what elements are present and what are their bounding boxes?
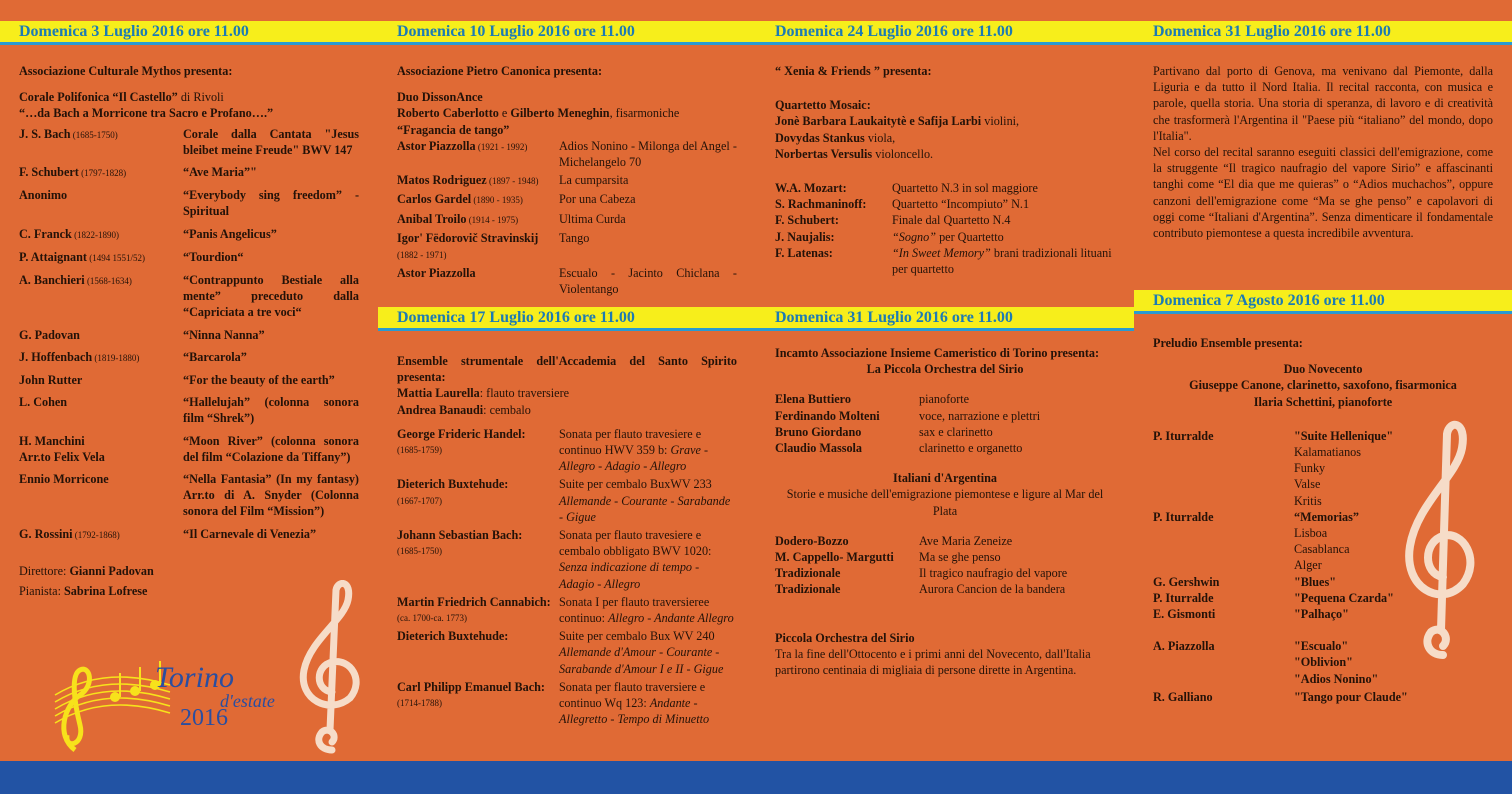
concert-10-luglio [397, 63, 737, 300]
program-row [775, 581, 1115, 597]
violist-role: viola, [864, 130, 896, 145]
movement: Funky [1294, 461, 1326, 476]
program-row [19, 394, 359, 426]
performer-2-name: Andrea Banaudi [397, 402, 484, 417]
piece: "Palhaço" [1294, 607, 1349, 622]
composer-years: (1882 - 1971) [397, 250, 447, 261]
performer-row [775, 391, 1115, 407]
composer-cell [397, 265, 559, 297]
date-header-31-luglio-a: Domenica 31 Luglio 2016 ore 11.00 [1134, 21, 1512, 45]
piece-title: “Sogno” [892, 229, 937, 244]
composer: E. Gismonti [1153, 607, 1216, 622]
composer: J. Naujalis: [775, 229, 835, 244]
program-row [397, 191, 737, 208]
arranger: Arr.to Felix Vela [19, 449, 105, 464]
program-row [19, 126, 359, 158]
performer-name: Elena Buttiero [775, 392, 851, 407]
program-row [19, 272, 359, 321]
performer-2-role: : cembalo [483, 402, 531, 417]
program-row [775, 196, 1115, 212]
choir-location: di Rivoli [177, 90, 224, 105]
composer-years: (1822-1890) [71, 229, 120, 240]
composer-years: (1797-1828) [78, 168, 127, 179]
composer-cell [397, 172, 559, 189]
piece-cell [559, 628, 737, 677]
composer-cell [397, 628, 559, 677]
director [19, 563, 359, 579]
orchestra-name: La Piccola Orchestra del Sirio [866, 362, 1024, 377]
performers-line-2 [775, 130, 1115, 146]
logo-subtitle: d'estate [220, 691, 275, 711]
piece: Quartetto “Incompiuto” N.1 [892, 197, 1030, 212]
piece-cell [559, 594, 737, 626]
piece: "Escualo" [1294, 639, 1349, 654]
performer-role: clarinetto e organetto [919, 441, 1023, 456]
composer: Anibal Troilo [397, 211, 467, 226]
piece: “Ninna Nanna” [183, 327, 265, 342]
movement: Kalamatianos [1294, 445, 1362, 460]
violist: Dovydas Stankus [775, 130, 865, 145]
presenter: “ Xenia & Friends ” presenta: [775, 64, 932, 78]
date-header-3-luglio: Domenica 3 Luglio 2016 ore 11.00 [0, 21, 378, 45]
piece: Por una Cabeza [559, 192, 636, 207]
program-row [19, 327, 359, 343]
performers-line-3 [775, 146, 1115, 162]
composer-cell [397, 191, 559, 208]
date-header-17-luglio: Domenica 17 Luglio 2016 ore 11.00 [378, 307, 756, 331]
piece: “Contrappunto Bestiale alla mente” preceduto dalla “Capriciata a tre voci“ [183, 273, 359, 320]
performer-1-role: : flauto traversiere [479, 386, 570, 401]
performer-row [775, 440, 1115, 456]
program-row [19, 187, 359, 219]
piece: “Nella Fantasia” (In my fantasy) Arr.to di A. Snyder (Colonna sonora del Film “Mission”) [183, 472, 359, 519]
program-row [397, 426, 737, 475]
composer-cell [19, 226, 183, 243]
performer-name: Ferdinando Molteni [775, 408, 880, 423]
composer: Martin Friedrich Cannabich: [397, 594, 551, 609]
piece: "Pequena Czarda" [1294, 590, 1394, 605]
piece: “Tourdion“ [183, 249, 244, 264]
composer-cell [397, 426, 559, 475]
piece: "Tango pour Claude" [1294, 689, 1408, 704]
performer-role: sax e clarinetto [919, 424, 993, 439]
piece: La cumparsita [559, 173, 629, 188]
composer-years: (1819-1880) [92, 352, 140, 363]
composer-years: (1667-1707) [397, 495, 442, 506]
show-title: Italiani d'Argentina [893, 471, 997, 486]
movement: Kritis [1294, 493, 1322, 508]
composer-years: (1897 - 1948) [486, 176, 539, 187]
composer-years: (1685-1750) [397, 546, 442, 557]
piece: “Panis Angelicus” [183, 226, 277, 241]
composer-cell [397, 679, 559, 728]
composer: Johann Sebastian Bach: [397, 528, 523, 543]
composer-cell [397, 230, 559, 263]
performer-a: Roberto Caberlotto [397, 106, 499, 121]
piece: Aurora Cancion de la bandera [919, 582, 1066, 597]
composer-years: (ca. 1700-ca. 1773) [397, 613, 467, 624]
composer: C. Franck [19, 226, 72, 241]
ensemble-name: Ensemble strumentale dell'Accademia del Santo Spirito presenta: [397, 354, 737, 385]
composer-cell [19, 164, 183, 181]
composer-cell [19, 126, 183, 158]
movements: Allemande d'Amour - Courante - Sarabande d'Amour I e II - Gigue [559, 645, 724, 676]
movements: Allemande - Courante - Sarabande - Gigue [559, 493, 731, 524]
composer: Ennio Morricone [19, 472, 109, 487]
program-row [19, 471, 359, 520]
piece: “Barcarola” [183, 349, 247, 364]
program-row [19, 226, 359, 243]
performer-name: Claudio Massola [775, 441, 863, 456]
piece-cell [892, 229, 1115, 245]
choir-name: Corale Polifonica “Il Castello” [19, 90, 178, 105]
piece: “Hallelujah” (colonna sonora film “Shrek”) [183, 395, 359, 426]
composer-cell [397, 138, 559, 170]
composer: J. S. Bach [19, 126, 71, 141]
program-row [397, 211, 737, 228]
date-header-10-luglio: Domenica 10 Luglio 2016 ore 11.00 [378, 21, 756, 45]
composer: Astor Piazzolla [397, 266, 476, 281]
composer-years: (1914 - 1975) [466, 214, 519, 225]
composer: G. Rossini [19, 526, 73, 541]
piece: “Everybody sing freedom” - Spiritual [183, 188, 359, 219]
composer: Dieterich Buxtehude: [397, 629, 509, 644]
composer: F. Latenas: [775, 245, 833, 260]
piece-cell [1294, 689, 1493, 705]
composer: M. Cappello- Margutti [775, 550, 894, 565]
performer-row [775, 424, 1115, 440]
piece: "Adios Nonino" [1294, 671, 1379, 686]
piece: Sonata I per flauto traversieree continuo: [559, 594, 710, 626]
program-list [397, 426, 737, 728]
piece: Ave Maria Zeneize [919, 533, 1013, 548]
composer-years: (1890 - 1935) [471, 195, 523, 206]
program-row [397, 476, 737, 525]
program-row [19, 249, 359, 266]
composer-years: (1921 - 1992) [475, 141, 528, 152]
torino-destate-logo [45, 655, 315, 755]
performer-b: Gilberto Meneghin [510, 106, 610, 121]
violinists-role: violini, [981, 114, 1020, 129]
program-row [19, 349, 359, 366]
duo-line-2: Ilaria Schettini, pianoforte [1253, 394, 1393, 409]
logo-title: Torino [155, 661, 234, 694]
piece: "Oblivion" [1294, 655, 1353, 670]
composer: R. Galliano [1153, 689, 1213, 704]
composer: John Rutter [19, 373, 83, 388]
piece-cell [559, 476, 737, 525]
piece-cell [892, 245, 1115, 277]
director-name: Gianni Padovan [69, 563, 154, 578]
composer-cell [19, 471, 183, 520]
composer-years: (1685-1759) [397, 445, 442, 456]
program-row [397, 527, 737, 592]
composer: Igor' Fëdorovič Stravinskij [397, 230, 539, 245]
piece: Quartetto N.3 in sol maggiore [892, 181, 1038, 196]
composer-cell [397, 594, 559, 626]
composer: Carlos Gardel [397, 192, 472, 207]
pianist-name: Sabrina Lofrese [64, 584, 148, 599]
concert-17-luglio [397, 353, 737, 729]
composer: Dieterich Buxtehude: [397, 477, 509, 492]
composer-years: (1494 1551/52) [86, 252, 145, 263]
composer-cell [19, 187, 183, 219]
composer: George Frideric Handel: [397, 426, 526, 441]
composer: F. Schubert [19, 165, 79, 180]
performers [397, 105, 737, 121]
composer-cell [397, 527, 559, 592]
performer-name: Bruno Giordano [775, 424, 862, 439]
performer-role: pianoforte [919, 392, 970, 407]
treble-clef-icon [1395, 420, 1485, 665]
program-row [775, 180, 1115, 196]
composer: G. Padovan [19, 327, 80, 342]
composer-cell [19, 349, 183, 366]
composer-years: (1685-1750) [70, 129, 118, 140]
violinists: Jonè Barbara Laukaitytè e Safija Larbi [775, 114, 982, 129]
piece-cell [559, 679, 737, 728]
piece: “For the beauty of the earth” [183, 373, 335, 388]
duo-line-1: Giuseppe Canone, clarinetto, saxofono, fisarmonica [1189, 378, 1457, 393]
program-row [775, 245, 1115, 277]
program-row [397, 172, 737, 189]
piece-cell [559, 527, 737, 592]
composer: P. Iturralde [1153, 428, 1214, 443]
composer-cell [397, 211, 559, 228]
composer: S. Rachmaninoff: [775, 197, 867, 212]
presenter: Associazione Pietro Canonica presenta: [397, 64, 603, 78]
performers-line-1 [775, 113, 1115, 129]
cellist: Norbertas Versulis [775, 146, 873, 161]
program-row [397, 679, 737, 728]
composer: W.A. Mozart: [775, 181, 847, 196]
piece: "Suite Hellenique" [1294, 428, 1394, 443]
program-row [19, 372, 359, 388]
piece: Sonata per flauto travesiere e continuo HWV 359 b: [559, 426, 702, 458]
concert-24-luglio [775, 63, 1115, 277]
piece: Escualo - Jacinto Chiclana - Violentango [559, 266, 737, 297]
choir [19, 89, 359, 105]
cellist-role: violoncello. [872, 146, 934, 161]
concert-3-luglio [19, 63, 359, 599]
ensemble-name: Quartetto Mosaic: [775, 98, 871, 113]
performers-role: , fisarmoniche [609, 106, 680, 121]
description-paragraph-2: Nel corso del recital saranno eseguiti classici dell'emigrazione, come la struggente “Il tragico naufragio del vapore Sirio” e affascinanti tanghi come “El dia que me quieras” o “Adios muchachos”, oppure canzoni dell'emigrazione come “Ma se ghe penso” e capolavori di oggi come “Italiani d'Argentina”. Senza dimenticare il fondamentale contributo piemontese a questa incredibile avventura. [1153, 145, 1493, 241]
piece-cell [892, 180, 1115, 196]
composer: F. Schubert: [775, 213, 839, 228]
program-row [775, 229, 1115, 245]
program-row [19, 164, 359, 181]
piece: Suite per cembalo BuxWV 233 [559, 477, 712, 492]
treble-clef-icon [290, 580, 370, 755]
composer: A. Piazzolla [1153, 639, 1215, 654]
performer-role: voce, narrazione e plettri [919, 408, 1041, 423]
piece: Ultima Curda [559, 211, 626, 226]
piece: “Memorias” [1294, 509, 1359, 524]
composer: G. Gershwin [1153, 574, 1220, 589]
description-paragraph-1: Partivano dal porto di Genova, ma venivano dal Piemonte, dalla Liguria e da tutto il Nord Italia. Il recital racconta, con musica e parole, quella storia. Una storia di speranza, di lavoro e di creatività che trasformerà l'Argentina il "Paese più “italiano” del mondo, dopo l'Italia". [1153, 64, 1493, 143]
piece: per Quartetto [936, 229, 1004, 244]
piece-cell [892, 212, 1115, 228]
program-row [775, 565, 1115, 581]
performer-2 [397, 402, 737, 418]
composer-cell [397, 476, 559, 525]
note-title: Piccola Orchestra del Sirio [775, 630, 915, 645]
composer-cell [19, 272, 183, 321]
composer-years: (1714-1788) [397, 698, 442, 709]
program-list [775, 180, 1115, 277]
piece: Ma se ghe penso [919, 550, 1001, 565]
date-header-31-luglio-b: Domenica 31 Luglio 2016 ore 11.00 [756, 307, 1134, 331]
date-header-7-agosto: Domenica 7 Agosto 2016 ore 11.00 [1134, 290, 1512, 314]
program-row [397, 628, 737, 677]
note-text: Tra la fine dell'Ottocento e i primi anni del Novecento, dall'Italia partirono centinaia di migliaia di persone dirette in Argentina. [775, 646, 1091, 678]
composer: Matos Rodriguez [397, 173, 487, 188]
performer-1-name: Mattia Laurella [397, 386, 480, 401]
piece: Tango [559, 230, 590, 245]
composer-years: (1568-1634) [84, 276, 132, 287]
presenter: Incamto Associazione Insieme Cameristico di Torino presenta: [775, 346, 1100, 360]
piece: Finale dal Quartetto N.4 [892, 213, 1011, 228]
logo-year: 2016 [180, 705, 228, 731]
show-subtitle: Storie e musiche dell'emigrazione piemontese e ligure al Mar del Plata [786, 487, 1104, 518]
piece: "Blues" [1294, 574, 1336, 589]
recital-description [1153, 63, 1493, 241]
composer-cell [19, 249, 183, 266]
performer-list [775, 391, 1115, 456]
concert-31-luglio [775, 345, 1115, 678]
movement: Casablanca [1294, 542, 1350, 557]
piece-title: “In Sweet Memory” [892, 245, 991, 260]
piece: Sonata per flauto traversiere e continuo Wq 123: [559, 679, 706, 711]
director-label: Direttore: [19, 563, 70, 578]
piece-cell [559, 426, 737, 475]
composer: L. Cohen [19, 395, 68, 410]
movement: Alger [1294, 558, 1322, 573]
program-row [397, 594, 737, 626]
program-list [397, 138, 737, 298]
composer: J. Hoffenbach [19, 349, 93, 364]
piece: Adios Nonino - Milonga del Angel - Michelangelo 70 [559, 138, 737, 170]
piece: Suite per cembalo Bux WV 240 [559, 629, 715, 644]
presenter: Associazione Culturale Mythos presenta: [19, 64, 233, 78]
concert-subtitle: “Fragancia de tango” [397, 122, 510, 137]
composer: Dodero-Bozzo [775, 533, 849, 548]
date-header-24-luglio: Domenica 24 Luglio 2016 ore 11.00 [756, 21, 1134, 45]
ensemble-name: Duo DissonAnce [397, 90, 483, 105]
program-list [19, 126, 359, 543]
composer-cell [19, 526, 183, 543]
concert-subtitle: “…da Bach a Morricone tra Sacro e Profano….” [19, 106, 274, 121]
composer: Tradizionale [775, 582, 841, 597]
movements: Senza indicazione di tempo - Adagio - Allegro [559, 560, 700, 591]
pianist-label: Pianista: [19, 584, 65, 599]
presenter: Preludio Ensemble presenta: [1153, 336, 1303, 350]
program-row [397, 265, 737, 297]
duo-name: Duo Novecento [1283, 362, 1363, 377]
program-row [397, 230, 737, 263]
piece-cell [892, 196, 1115, 212]
movement: Lisboa [1294, 526, 1328, 541]
performer-row [775, 408, 1115, 424]
composer: Anonimo [19, 188, 68, 203]
composer-cell [19, 372, 183, 388]
composer-years: (1792-1868) [72, 529, 120, 540]
performer-1 [397, 385, 737, 401]
composer: Astor Piazzolla [397, 138, 476, 153]
composer: Tradizionale [775, 566, 841, 581]
program-row [397, 138, 737, 170]
composer: P. Iturralde [1153, 590, 1214, 605]
movements: Allegro - Andante Allegro [608, 611, 734, 626]
bottom-blue-band [0, 761, 1512, 794]
composer-cell [19, 327, 183, 343]
composer-cell [19, 433, 183, 465]
movements: Andante - Allegretto - Tempo di Minuetto [559, 696, 710, 727]
piece: “Moon River” (colonna sonora del film “Colazione da Tiffany”) [183, 433, 359, 464]
program-list [775, 533, 1115, 598]
piece: Corale dalla Cantata "Jesus bleibet meine Freude" BWV 147 [183, 126, 359, 157]
program-row [775, 549, 1115, 565]
composer: P. Iturralde [1153, 509, 1214, 524]
movements: Grave - Allegro - Adagio - Allegro [559, 443, 709, 474]
program-row [775, 533, 1115, 549]
composer: P. Attaignant [19, 249, 87, 264]
performers-and: e [498, 106, 511, 121]
program-row [1153, 689, 1493, 705]
movement: Valse [1294, 477, 1321, 492]
composer: H. Manchini [19, 433, 85, 448]
composer-cell [19, 394, 183, 426]
piece: “Il Carnevale di Venezia” [183, 526, 317, 541]
piece: “Ave Maria”" [183, 165, 257, 180]
program-row [19, 433, 359, 465]
program-row [775, 212, 1115, 228]
piece: Sonata per flauto travesiere e cembalo obbligato BWV 1020: [559, 528, 712, 559]
program-row [19, 526, 359, 543]
piece: brani tradizionali lituani per quartetto [892, 245, 1112, 277]
composer: A. Banchieri [19, 273, 85, 288]
composer: Carl Philipp Emanuel Bach: [397, 679, 545, 694]
piece: Il tragico naufragio del vapore [919, 566, 1068, 581]
